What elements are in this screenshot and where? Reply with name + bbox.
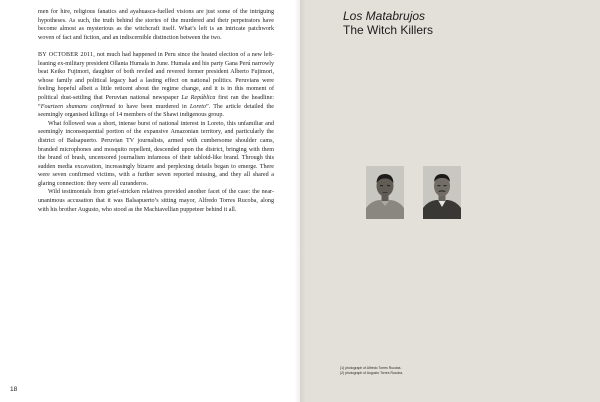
body-text <box>38 8 274 214</box>
caption-1: (1) photograph of Alfredo Torres Rucoba. <box>340 366 402 370</box>
portrait-2-image <box>423 166 461 219</box>
chapter-title <box>343 9 433 37</box>
page-number: 18 <box>10 386 18 393</box>
paragraph-2-lead: BY OCTOBER 2011, <box>38 51 96 58</box>
paragraph-2 <box>38 51 274 120</box>
caption-2: (2) photograph of Augusto Torres Rucoba. <box>340 371 404 375</box>
paragraph-1: men for hire, religious fanatics and ayahuasca-fuelled visions are just some of the intriguing hypotheses. As such, the truth behind the stories of the murdered and their perpetrators have become almost as mysterious as the witchcraft itself. What’s left is an intricate patchwork woven of fact and fiction, and an indiscernible distinction between the two. <box>38 9 274 41</box>
paragraph-4: Wild testimonials from grief-stricken relatives provided another facet of the case: the near-unanimous accusation that it was Balsapuerto’s sitting mayor, Alfredo Torres Rucoba, along with his brother Augusto, who stood as the Machiavellian puppeteer behind it all. <box>38 189 274 213</box>
title-english: The Witch Killers <box>343 23 434 37</box>
paragraph-2-mid: first ran the headline: “ <box>38 94 274 110</box>
paragraph-2-end: ”. The article detailed the seemingly organised killings of 14 members of the Shawi indigenous group. <box>38 103 274 119</box>
portrait-1-image <box>366 166 404 219</box>
headline-quote: Fourteen shamans confirmed <box>40 103 116 110</box>
portrait-photo-2 <box>423 166 461 219</box>
paragraph-2-mid2: to have been murdered in <box>115 103 190 110</box>
title-spanish: Los Matabrujos <box>343 9 426 23</box>
paragraph-3: What followed was a short, intense burst of national interest in Loreto, this unfamiliar and seemingly inconsequential portion of the expansive Amazonian territory, and particularly the district of Balsapuerto. Peruvian TV journalists, armed with cumbersome shoulder cams, branded microphones and mosquito repellent, descended upon the district, bringing with them the brand of brash, uncensored journalism infamous of their tabloid-like brand. Through this sudden media excavation, increasingly bizarre and perplexing details began to emerge. There were seven confirmed victims, with a further seven reported missing, and they all shared a glaring connection: they were all curanderos. <box>38 120 274 187</box>
portrait-photo-1 <box>366 166 404 219</box>
photo-captions <box>340 366 403 376</box>
place-name: Loreto <box>189 103 206 110</box>
newspaper-name: La República <box>181 94 216 101</box>
paragraph-2-body: not much had happened in Peru since the heated election of a new left-leaning ex-military president Ollanta Humala in June. Humala and his party Gana Perú narrowly beat Keiko Fujimori, daughter of both reviled and revered former president Alberto Fujimori, whose family and political legacy had a lasting effect on national politics. Peruvians were feeling hopeful albeit a little reticent about the regime change, and it is in this moment of political dust-settling that Peruvian national newspaper <box>38 51 274 101</box>
